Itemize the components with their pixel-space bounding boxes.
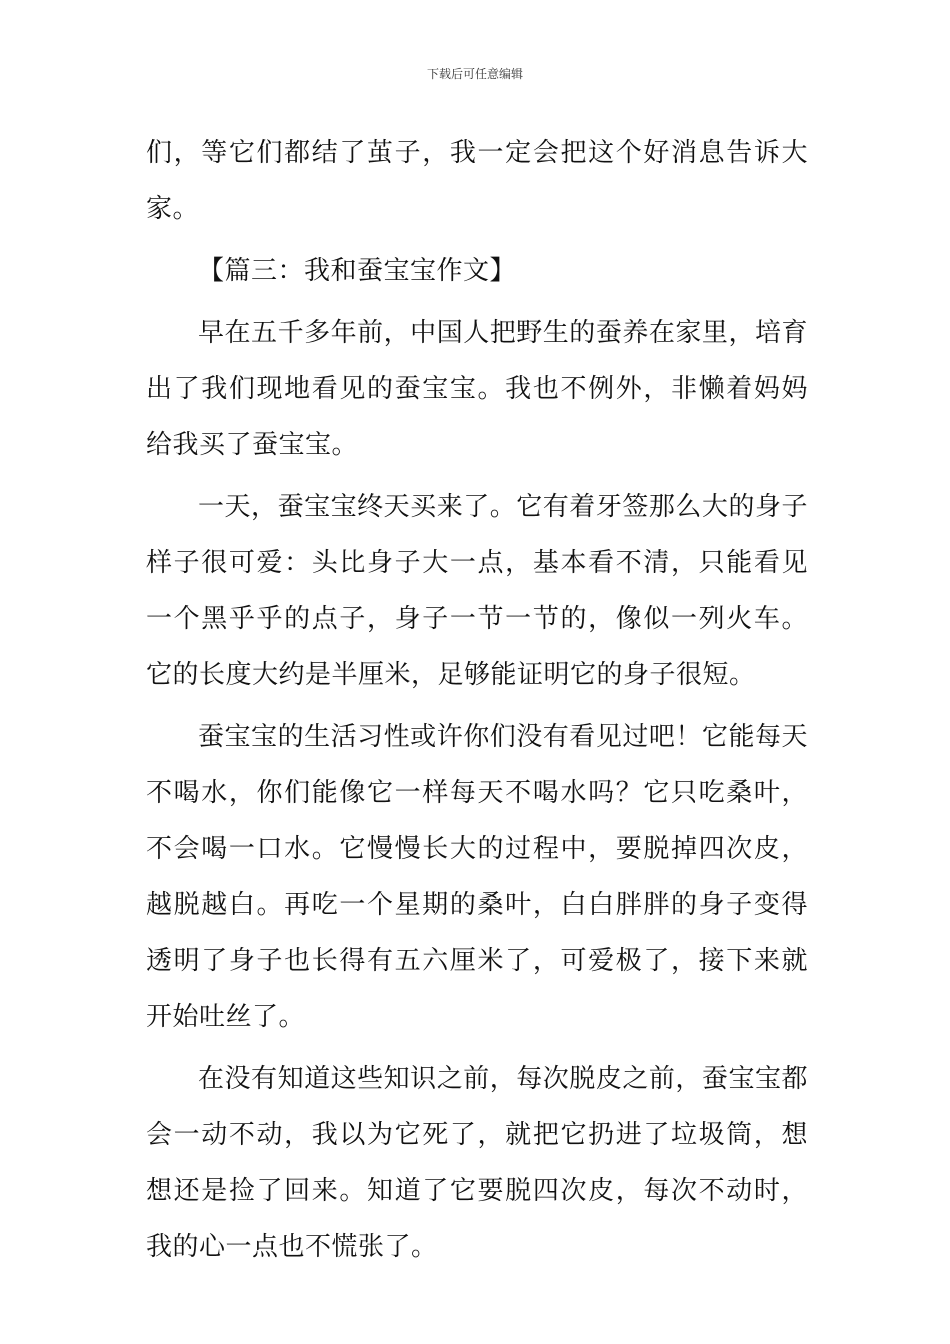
paragraph: 蚕宝宝的生活习性或许你们没有看见过吧！它能每天不喝水，你们能像它一样每天不喝水吗？它只吃桑叶，不会喝一口水。它慢慢长大的过程中，要脱掉四次皮，越脱越白。再吃一个星期的桑叶，白白胖胖的身子变得透明了身子也长得有五六厘米了，可爱极了，接下来就开始吐丝了。: [146, 722, 808, 1032]
paragraph: 早在五千多年前，中国人把野生的蚕养在家里，培育出了我们现地看见的蚕宝宝。我也不例外，非懒着妈妈给我买了蚕宝宝。: [146, 318, 808, 460]
section-title: 【篇三：我和蚕宝宝作文】: [198, 256, 517, 286]
paragraph-continuation: 们，等它们都结了茧子，我一定会把这个好消息告诉大家。: [146, 138, 808, 224]
document-body: [146, 125, 808, 1275]
paragraph: 在没有知道这些知识之前，每次脱皮之前，蚕宝宝都会一动不动，我以为它死了，就把它扔进了垃圾筒，想想还是捡了回来。知道了它要脱四次皮，每次不动时，我的心一点也不慌张了。: [146, 1064, 808, 1262]
paragraph: 一天，蚕宝宝终天买来了。它有着牙签那么大的身子样子很可爱：头比身子大一点，基本看不清，只能看见一个黑乎乎的点子，身子一节一节的，像似一列火车。它的长度大约是半厘米，足够能证明它的身子很短。: [146, 492, 808, 690]
page-header: 下载后可任意编辑: [426, 67, 523, 81]
